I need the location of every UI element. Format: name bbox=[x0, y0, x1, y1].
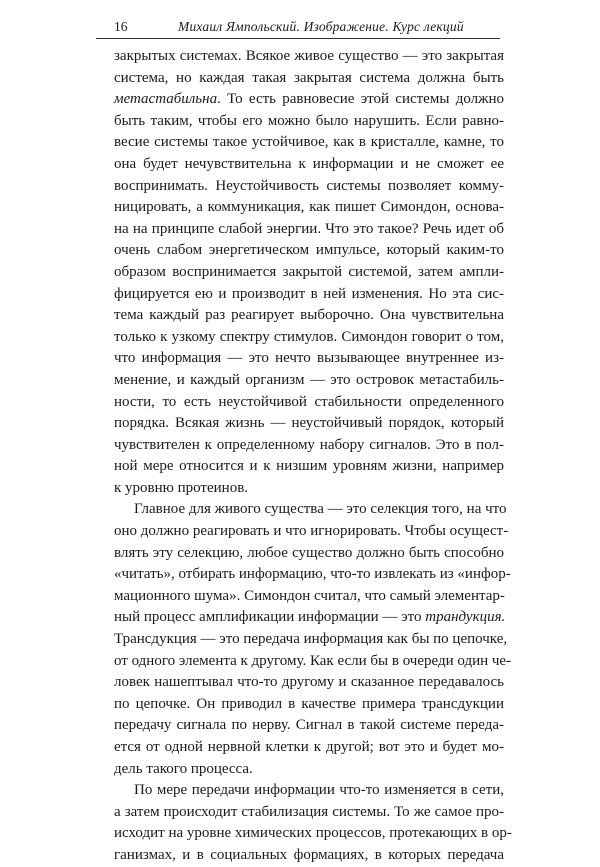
text-line: мационного шума». Симондон считал, что самый элементар- bbox=[114, 587, 505, 604]
text-line: очень слабом энергетическом импульсе, который каким-то bbox=[114, 242, 504, 259]
body-text bbox=[114, 46, 512, 867]
text-line: исходит на уровне химических процессов, протекающих в ор- bbox=[114, 825, 512, 842]
text-line: быть таким, чтобы его можно было нарушить. Если равно- bbox=[114, 112, 504, 129]
text-line: по цепочке. Он приводил в качестве примера трансдукции bbox=[114, 695, 504, 712]
text-line: Главное для живого существа — это селекция того, на что bbox=[134, 501, 507, 518]
text-line: образом воспринимается закрытой системой, затем ампли- bbox=[114, 263, 504, 280]
text-line: оно должно реагировать и что игнорировать. Чтобы осущест- bbox=[114, 523, 509, 540]
text-line: что информация — это нечто вызывающее внутреннее из- bbox=[114, 350, 504, 367]
paragraph bbox=[114, 46, 504, 499]
text-line: Трансдукция — это передача информация как бы по цепочке, bbox=[114, 631, 508, 648]
text-line: метастабильна. То есть равновесие этой системы должно bbox=[114, 91, 504, 108]
text-line: закрытых системах. Всякое живое существо — это закрытая bbox=[114, 48, 504, 64]
text-line: воспринимать. Неустойчивость системы позволяет комму- bbox=[114, 177, 504, 194]
text-line: только к узкому спектру стимулов. Симондон говорит о том, bbox=[114, 328, 504, 345]
paragraph bbox=[114, 780, 512, 866]
text-line: влять эту селекцию, любое существо должно быть способно bbox=[114, 544, 504, 561]
text-line: весие системы такое устойчивое, как в кристалле, камне, то bbox=[114, 134, 504, 151]
text-line: к уровню протеинов. bbox=[114, 479, 249, 496]
text-line: она будет нечувствительна к информации и не сможет ее bbox=[114, 155, 504, 172]
text-line: ной мере относится и к низшим уровням жизни, например bbox=[114, 458, 504, 475]
text-line: порядка. Всякая жизнь — неустойчивый порядок, который bbox=[114, 415, 504, 432]
text-line: ности, то есть неустойчивой стабильности определенного bbox=[114, 393, 504, 410]
running-title: Михаил Ямпольский. Изображение. Курс лекций bbox=[178, 19, 464, 34]
text-line: тема каждый раз реагирует выборочно. Она чувствительна bbox=[114, 307, 504, 324]
text-line: а затем происходит стабилизация системы. То же самое про- bbox=[114, 803, 504, 820]
paragraph bbox=[114, 499, 512, 780]
page-number: 16 bbox=[114, 19, 128, 34]
text-line: По мере передачи информации что-то изменяется в сети, bbox=[134, 782, 504, 799]
text-line: система, но каждая такая закрытая система должна быть bbox=[114, 69, 504, 86]
text-line: ганизмах, и в социальных формациях, в которых передача bbox=[114, 846, 504, 863]
text-line: ется от одной нервной клетки к другой; вот это и будет мо- bbox=[114, 739, 504, 755]
text-line: ницировать, а коммуникация, как пишет Симондон, основа- bbox=[114, 199, 504, 216]
text-line: дель такого процесса. bbox=[114, 760, 253, 777]
emphasis: метастабильна bbox=[114, 91, 218, 108]
text-line: менение, и каждый организм — это островок метастабиль- bbox=[114, 371, 504, 388]
running-header bbox=[96, 16, 500, 39]
emphasis: трандукция. bbox=[425, 609, 506, 626]
text-line: фицируется ею и производит в ней изменения. Но эта сис- bbox=[114, 285, 504, 302]
text-line: ловек нашептывал что-то другому и сказанное передавалось bbox=[114, 674, 504, 691]
text-line: ный процесс амплификации информации — это трандукция. bbox=[114, 609, 506, 626]
text-line: «читать», отбирать информацию, что-то извлекать из «инфор- bbox=[114, 566, 511, 583]
text-line: чувствителен к определенному набору сигналов. Это в пол- bbox=[114, 436, 504, 453]
text-line: от одного элемента к другому. Как если бы в очереди один че- bbox=[114, 652, 512, 669]
text-line: передачу сигнала по нерву. Сигнал в такой системе переда- bbox=[114, 717, 504, 734]
text-line: на на принципе слабой энергии. Что это такое? Речь идет об bbox=[114, 220, 504, 237]
